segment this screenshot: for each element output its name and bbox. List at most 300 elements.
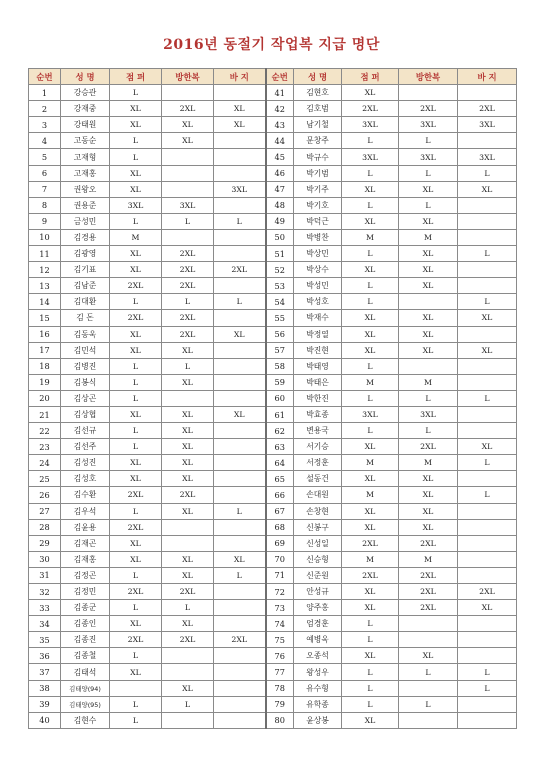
- right-winter-coat-cell: XL: [399, 262, 458, 278]
- left-no-cell: 9: [29, 213, 61, 229]
- table-row: [29, 181, 517, 197]
- right-name-cell: 손창현: [294, 503, 342, 519]
- left-name-cell: 김봉식: [61, 374, 110, 390]
- right-pants-cell: [458, 632, 517, 648]
- left-pants-cell: [214, 487, 266, 503]
- right-no-cell: 58: [266, 358, 294, 374]
- left-jumper-cell: L: [110, 358, 162, 374]
- left-winter-coat-cell: XL: [162, 133, 214, 149]
- left-pants-cell: [214, 229, 266, 245]
- right-no-cell: 80: [266, 712, 294, 728]
- header-name-left: 성 명: [61, 69, 110, 85]
- left-pants-cell: XL: [214, 101, 266, 117]
- right-pants-cell: [458, 471, 517, 487]
- left-winter-coat-cell: L: [162, 600, 214, 616]
- left-jumper-cell: [110, 680, 162, 696]
- left-winter-coat-cell: XL: [162, 423, 214, 439]
- right-jumper-cell: L: [342, 133, 399, 149]
- right-winter-coat-cell: XL: [399, 487, 458, 503]
- left-pants-cell: XL: [214, 117, 266, 133]
- right-winter-coat-cell: 2XL: [399, 584, 458, 600]
- left-jumper-cell: M: [110, 229, 162, 245]
- left-pants-cell: [214, 358, 266, 374]
- right-no-cell: 64: [266, 455, 294, 471]
- right-no-cell: 69: [266, 535, 294, 551]
- right-jumper-cell: XL: [342, 342, 399, 358]
- left-pants-cell: [214, 616, 266, 632]
- left-name-cell: 김기표: [61, 262, 110, 278]
- left-name-cell: 김윤용: [61, 519, 110, 535]
- left-jumper-cell: 3XL: [110, 197, 162, 213]
- left-name-cell: 김 돈: [61, 310, 110, 326]
- left-pants-cell: 2XL: [214, 632, 266, 648]
- table-row: [29, 278, 517, 294]
- right-name-cell: 변용국: [294, 423, 342, 439]
- right-winter-coat-cell: XL: [399, 278, 458, 294]
- table-row: [29, 117, 517, 133]
- left-no-cell: 5: [29, 149, 61, 165]
- right-jumper-cell: L: [342, 423, 399, 439]
- right-no-cell: 74: [266, 616, 294, 632]
- left-no-cell: 38: [29, 680, 61, 696]
- left-no-cell: 3: [29, 117, 61, 133]
- right-winter-coat-cell: L: [399, 423, 458, 439]
- right-jumper-cell: 3XL: [342, 406, 399, 422]
- right-name-cell: 엄경훈: [294, 616, 342, 632]
- left-name-cell: 김현수: [61, 712, 110, 728]
- left-winter-coat-cell: [162, 519, 214, 535]
- right-pants-cell: L: [458, 246, 517, 262]
- right-winter-coat-cell: [399, 680, 458, 696]
- left-pants-cell: [214, 342, 266, 358]
- right-jumper-cell: XL: [342, 439, 399, 455]
- right-winter-coat-cell: 3XL: [399, 406, 458, 422]
- left-no-cell: 16: [29, 326, 61, 342]
- table-row: [29, 423, 517, 439]
- left-winter-coat-cell: XL: [162, 471, 214, 487]
- right-winter-coat-cell: XL: [399, 246, 458, 262]
- left-name-cell: 고동순: [61, 133, 110, 149]
- left-no-cell: 35: [29, 632, 61, 648]
- left-winter-coat-cell: XL: [162, 616, 214, 632]
- right-winter-coat-cell: [399, 712, 458, 728]
- table-row: [29, 616, 517, 632]
- left-winter-coat-cell: [162, 390, 214, 406]
- left-name-cell: 김성호: [61, 471, 110, 487]
- left-winter-coat-cell: L: [162, 294, 214, 310]
- right-no-cell: 71: [266, 567, 294, 583]
- right-pants-cell: [458, 535, 517, 551]
- table-row: [29, 567, 517, 583]
- left-no-cell: 15: [29, 310, 61, 326]
- right-name-cell: 박효종: [294, 406, 342, 422]
- left-winter-coat-cell: 2XL: [162, 262, 214, 278]
- left-name-cell: 김종철: [61, 648, 110, 664]
- right-no-cell: 79: [266, 696, 294, 712]
- right-no-cell: 65: [266, 471, 294, 487]
- right-pants-cell: XL: [458, 342, 517, 358]
- right-no-cell: 42: [266, 101, 294, 117]
- left-pants-cell: [214, 664, 266, 680]
- right-pants-cell: L: [458, 455, 517, 471]
- left-winter-coat-cell: 2XL: [162, 278, 214, 294]
- right-name-cell: 김현호: [294, 85, 342, 101]
- left-jumper-cell: L: [110, 423, 162, 439]
- left-pants-cell: XL: [214, 406, 266, 422]
- right-jumper-cell: L: [342, 197, 399, 213]
- left-name-cell: 김수환: [61, 487, 110, 503]
- left-winter-coat-cell: L: [162, 358, 214, 374]
- left-pants-cell: [214, 696, 266, 712]
- right-jumper-cell: 3XL: [342, 149, 399, 165]
- left-winter-coat-cell: 3XL: [162, 197, 214, 213]
- left-pants-cell: [214, 374, 266, 390]
- right-pants-cell: L: [458, 390, 517, 406]
- right-pants-cell: [458, 358, 517, 374]
- right-winter-coat-cell: [399, 616, 458, 632]
- left-no-cell: 20: [29, 390, 61, 406]
- table-header-row: [29, 69, 517, 85]
- table-row: [29, 584, 517, 600]
- left-pants-cell: XL: [214, 326, 266, 342]
- right-name-cell: 손대원: [294, 487, 342, 503]
- right-no-cell: 55: [266, 310, 294, 326]
- left-no-cell: 2: [29, 101, 61, 117]
- table-row: [29, 664, 517, 680]
- table-row: [29, 262, 517, 278]
- right-pants-cell: [458, 197, 517, 213]
- left-winter-coat-cell: 2XL: [162, 326, 214, 342]
- right-jumper-cell: M: [342, 551, 399, 567]
- left-name-cell: 김종인: [61, 616, 110, 632]
- left-jumper-cell: 2XL: [110, 310, 162, 326]
- left-no-cell: 31: [29, 567, 61, 583]
- table-row: [29, 680, 517, 696]
- right-pants-cell: [458, 262, 517, 278]
- left-jumper-cell: XL: [110, 181, 162, 197]
- right-no-cell: 77: [266, 664, 294, 680]
- right-no-cell: 73: [266, 600, 294, 616]
- left-pants-cell: [214, 165, 266, 181]
- left-winter-coat-cell: 2XL: [162, 246, 214, 262]
- right-name-cell: 박덕근: [294, 213, 342, 229]
- left-name-cell: 김병진: [61, 358, 110, 374]
- header-winter-coat-left: 방한복: [162, 69, 214, 85]
- right-winter-coat-cell: M: [399, 374, 458, 390]
- table-row: [29, 197, 517, 213]
- left-winter-coat-cell: L: [162, 696, 214, 712]
- right-winter-coat-cell: 2XL: [399, 535, 458, 551]
- left-no-cell: 39: [29, 696, 61, 712]
- right-name-cell: 박기호: [294, 197, 342, 213]
- header-jumper-right: 점 퍼: [342, 69, 399, 85]
- left-name-cell: 김우석: [61, 503, 110, 519]
- right-name-cell: 박태영: [294, 358, 342, 374]
- left-winter-coat-cell: 2XL: [162, 632, 214, 648]
- right-winter-coat-cell: L: [399, 696, 458, 712]
- right-name-cell: 신승형: [294, 551, 342, 567]
- right-winter-coat-cell: M: [399, 551, 458, 567]
- right-pants-cell: [458, 326, 517, 342]
- table-row: [29, 165, 517, 181]
- left-no-cell: 17: [29, 342, 61, 358]
- left-name-cell: 김재곤: [61, 535, 110, 551]
- left-name-cell: 고재홍: [61, 165, 110, 181]
- right-name-cell: 박태은: [294, 374, 342, 390]
- right-name-cell: 박진현: [294, 342, 342, 358]
- right-no-cell: 61: [266, 406, 294, 422]
- right-jumper-cell: L: [342, 616, 399, 632]
- right-pants-cell: [458, 85, 517, 101]
- left-name-cell: 김정곤: [61, 567, 110, 583]
- left-pants-cell: [214, 648, 266, 664]
- right-name-cell: 문창주: [294, 133, 342, 149]
- right-no-cell: 50: [266, 229, 294, 245]
- left-jumper-cell: L: [110, 696, 162, 712]
- right-winter-coat-cell: XL: [399, 503, 458, 519]
- left-pants-cell: [214, 85, 266, 101]
- left-jumper-cell: XL: [110, 551, 162, 567]
- left-no-cell: 37: [29, 664, 61, 680]
- right-pants-cell: [458, 406, 517, 422]
- header-pants-left: 바 지: [214, 69, 266, 85]
- left-no-cell: 7: [29, 181, 61, 197]
- right-no-cell: 54: [266, 294, 294, 310]
- right-name-cell: 박상수: [294, 262, 342, 278]
- right-name-cell: 설동건: [294, 471, 342, 487]
- right-no-cell: 57: [266, 342, 294, 358]
- left-jumper-cell: XL: [110, 406, 162, 422]
- right-pants-cell: [458, 229, 517, 245]
- right-no-cell: 63: [266, 439, 294, 455]
- left-pants-cell: [214, 471, 266, 487]
- right-pants-cell: L: [458, 664, 517, 680]
- right-jumper-cell: XL: [342, 181, 399, 197]
- right-jumper-cell: M: [342, 487, 399, 503]
- right-pants-cell: XL: [458, 310, 517, 326]
- right-pants-cell: XL: [458, 439, 517, 455]
- header-pants-right: 바 지: [458, 69, 517, 85]
- right-winter-coat-cell: [399, 632, 458, 648]
- right-pants-cell: 3XL: [458, 149, 517, 165]
- left-pants-cell: [214, 390, 266, 406]
- right-name-cell: 박한진: [294, 390, 342, 406]
- left-pants-cell: L: [214, 294, 266, 310]
- table-row: [29, 455, 517, 471]
- right-winter-coat-cell: 3XL: [399, 149, 458, 165]
- table-row: [29, 439, 517, 455]
- right-pants-cell: L: [458, 165, 517, 181]
- left-jumper-cell: L: [110, 133, 162, 149]
- right-winter-coat-cell: [399, 358, 458, 374]
- left-pants-cell: [214, 535, 266, 551]
- left-name-cell: 김정민: [61, 584, 110, 600]
- right-winter-coat-cell: XL: [399, 213, 458, 229]
- left-name-cell: 김종군: [61, 600, 110, 616]
- right-name-cell: 남기철: [294, 117, 342, 133]
- right-no-cell: 47: [266, 181, 294, 197]
- left-no-cell: 27: [29, 503, 61, 519]
- right-name-cell: 유학종: [294, 696, 342, 712]
- right-no-cell: 75: [266, 632, 294, 648]
- left-name-cell: 강태원: [61, 117, 110, 133]
- left-winter-coat-cell: XL: [162, 406, 214, 422]
- left-no-cell: 1: [29, 85, 61, 101]
- right-no-cell: 70: [266, 551, 294, 567]
- left-jumper-cell: XL: [110, 101, 162, 117]
- left-no-cell: 32: [29, 584, 61, 600]
- right-jumper-cell: XL: [342, 519, 399, 535]
- right-jumper-cell: XL: [342, 471, 399, 487]
- left-winter-coat-cell: [162, 229, 214, 245]
- right-pants-cell: L: [458, 680, 517, 696]
- left-jumper-cell: 2XL: [110, 278, 162, 294]
- left-pants-cell: [214, 278, 266, 294]
- right-name-cell: 박정열: [294, 326, 342, 342]
- left-jumper-cell: L: [110, 85, 162, 101]
- right-no-cell: 76: [266, 648, 294, 664]
- right-jumper-cell: XL: [342, 85, 399, 101]
- right-name-cell: 서정훈: [294, 455, 342, 471]
- left-name-cell: 김경용: [61, 229, 110, 245]
- right-jumper-cell: L: [342, 294, 399, 310]
- left-pants-cell: L: [214, 567, 266, 583]
- right-name-cell: 박재수: [294, 310, 342, 326]
- left-jumper-cell: L: [110, 374, 162, 390]
- left-no-cell: 11: [29, 246, 61, 262]
- table-row: [29, 294, 517, 310]
- left-no-cell: 25: [29, 471, 61, 487]
- right-winter-coat-cell: 3XL: [399, 117, 458, 133]
- right-jumper-cell: L: [342, 696, 399, 712]
- left-jumper-cell: 2XL: [110, 519, 162, 535]
- right-winter-coat-cell: 2XL: [399, 600, 458, 616]
- right-winter-coat-cell: XL: [399, 326, 458, 342]
- right-pants-cell: XL: [458, 181, 517, 197]
- left-pants-cell: [214, 680, 266, 696]
- left-winter-coat-cell: [162, 149, 214, 165]
- right-winter-coat-cell: 2XL: [399, 439, 458, 455]
- left-jumper-cell: XL: [110, 342, 162, 358]
- left-winter-coat-cell: [162, 181, 214, 197]
- right-jumper-cell: 3XL: [342, 117, 399, 133]
- table-row: [29, 213, 517, 229]
- left-name-cell: 권왕오: [61, 181, 110, 197]
- right-winter-coat-cell: 2XL: [399, 567, 458, 583]
- left-name-cell: 김상곤: [61, 390, 110, 406]
- left-name-cell: 김태양(95): [61, 696, 110, 712]
- table-row: [29, 149, 517, 165]
- right-name-cell: 박기범: [294, 165, 342, 181]
- table-row: [29, 535, 517, 551]
- right-no-cell: 45: [266, 149, 294, 165]
- left-pants-cell: [214, 149, 266, 165]
- right-name-cell: 신성일: [294, 535, 342, 551]
- left-pants-cell: XL: [214, 551, 266, 567]
- left-no-cell: 26: [29, 487, 61, 503]
- left-name-cell: 김광영: [61, 246, 110, 262]
- left-no-cell: 8: [29, 197, 61, 213]
- right-pants-cell: [458, 712, 517, 728]
- right-pants-cell: [458, 551, 517, 567]
- right-jumper-cell: L: [342, 165, 399, 181]
- left-winter-coat-cell: 2XL: [162, 487, 214, 503]
- left-winter-coat-cell: XL: [162, 342, 214, 358]
- left-jumper-cell: L: [110, 390, 162, 406]
- right-name-cell: 왕성우: [294, 664, 342, 680]
- right-no-cell: 62: [266, 423, 294, 439]
- left-jumper-cell: XL: [110, 326, 162, 342]
- right-name-cell: 안성규: [294, 584, 342, 600]
- left-winter-coat-cell: XL: [162, 455, 214, 471]
- right-winter-coat-cell: XL: [399, 181, 458, 197]
- right-no-cell: 44: [266, 133, 294, 149]
- right-no-cell: 48: [266, 197, 294, 213]
- right-winter-coat-cell: L: [399, 133, 458, 149]
- left-pants-cell: [214, 519, 266, 535]
- table-row: [29, 648, 517, 664]
- left-winter-coat-cell: [162, 712, 214, 728]
- left-pants-cell: [214, 439, 266, 455]
- right-winter-coat-cell: XL: [399, 519, 458, 535]
- right-name-cell: 박성민: [294, 278, 342, 294]
- left-name-cell: 김상협: [61, 406, 110, 422]
- left-no-cell: 40: [29, 712, 61, 728]
- left-pants-cell: 3XL: [214, 181, 266, 197]
- right-jumper-cell: L: [342, 680, 399, 696]
- page-title: 2016년 동절기 작업복 지급 명단: [163, 37, 380, 53]
- right-winter-coat-cell: L: [399, 165, 458, 181]
- right-jumper-cell: L: [342, 390, 399, 406]
- right-jumper-cell: XL: [342, 600, 399, 616]
- right-no-cell: 78: [266, 680, 294, 696]
- left-name-cell: 권용준: [61, 197, 110, 213]
- right-pants-cell: [458, 374, 517, 390]
- left-winter-coat-cell: XL: [162, 680, 214, 696]
- right-jumper-cell: XL: [342, 262, 399, 278]
- left-winter-coat-cell: XL: [162, 117, 214, 133]
- right-winter-coat-cell: XL: [399, 471, 458, 487]
- left-pants-cell: [214, 584, 266, 600]
- right-winter-coat-cell: M: [399, 455, 458, 471]
- table-row: [29, 551, 517, 567]
- right-jumper-cell: L: [342, 632, 399, 648]
- left-winter-coat-cell: 2XL: [162, 310, 214, 326]
- left-name-cell: 김동욱: [61, 326, 110, 342]
- left-winter-coat-cell: XL: [162, 374, 214, 390]
- left-pants-cell: [214, 197, 266, 213]
- left-name-cell: 금성민: [61, 213, 110, 229]
- left-jumper-cell: XL: [110, 165, 162, 181]
- right-pants-cell: [458, 503, 517, 519]
- left-pants-cell: 2XL: [214, 262, 266, 278]
- right-pants-cell: 2XL: [458, 584, 517, 600]
- right-no-cell: 60: [266, 390, 294, 406]
- table-row: [29, 696, 517, 712]
- left-no-cell: 24: [29, 455, 61, 471]
- table-row: [29, 374, 517, 390]
- right-name-cell: 오종석: [294, 648, 342, 664]
- table-row: [29, 632, 517, 648]
- left-no-cell: 23: [29, 439, 61, 455]
- left-winter-coat-cell: [162, 664, 214, 680]
- right-winter-coat-cell: L: [399, 390, 458, 406]
- right-name-cell: 신봉구: [294, 519, 342, 535]
- right-pants-cell: [458, 567, 517, 583]
- right-pants-cell: [458, 519, 517, 535]
- left-jumper-cell: 2XL: [110, 584, 162, 600]
- left-winter-coat-cell: XL: [162, 551, 214, 567]
